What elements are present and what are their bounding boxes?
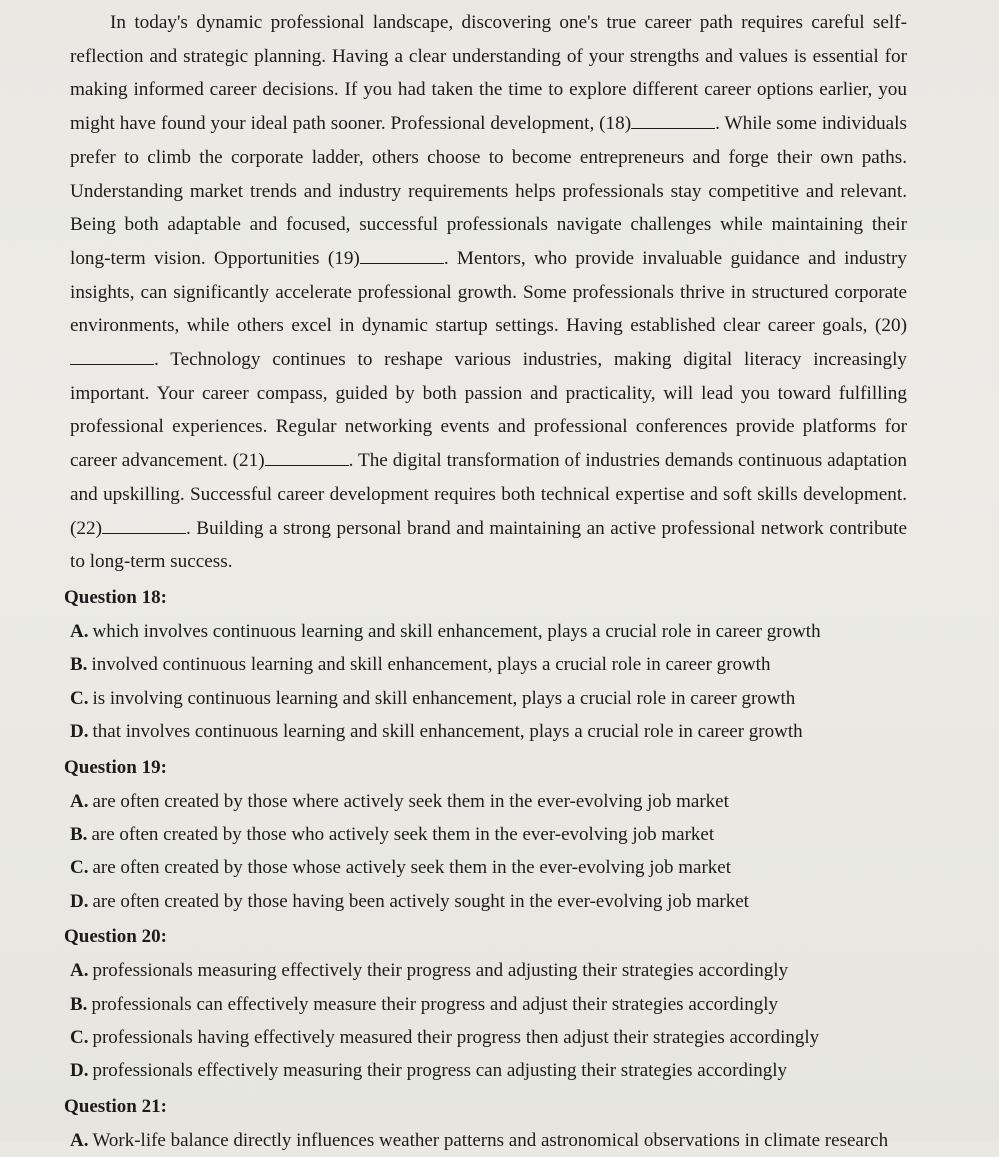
answer-option[interactable]	[70, 988, 907, 1021]
question-title: Question 21:	[64, 1095, 167, 1117]
passage-text: . The digital transformation of industries demands continuous adaptation and upskilling. Successful career development requires both technical expertise and soft skills development.	[70, 450, 907, 505]
option-letter: A.	[70, 620, 89, 642]
option-text: involved continuous learning and skill enhancement, plays a crucial role in career growth	[91, 654, 771, 676]
option-text: Work-life balance directly influences weather patterns and astronomical observations in climate research	[92, 1129, 889, 1151]
question-block	[64, 1090, 907, 1157]
option-letter: B.	[70, 993, 88, 1015]
option-letter: A.	[70, 1129, 89, 1151]
option-letter: C.	[70, 687, 89, 709]
answer-option[interactable]	[70, 1021, 907, 1054]
blank-number: (20)	[875, 315, 907, 337]
option-text: are often created by those whose actively seek them in the ever-evolving job market	[92, 857, 731, 879]
option-text: professionals measuring effectively their progress and adjusting their strategies accordingly	[92, 960, 789, 982]
question-title: Question 20:	[64, 926, 167, 948]
blank-number: (18)	[599, 113, 632, 135]
question-block	[64, 581, 907, 749]
answer-option[interactable]	[70, 648, 907, 681]
answer-blank	[102, 518, 186, 534]
answer-option[interactable]	[70, 715, 907, 748]
passage-text: In today's dynamic professional landscape, discovering one's true career path requires careful self-reflection and strategic planning. Having a clear understanding of your strengths and values is essential for making informed career decisions. If you had taken the time to explore different career options earlier, you might have found your ideal path sooner. Professional development,	[70, 12, 907, 135]
question-block	[64, 920, 907, 1088]
answer-blank	[360, 248, 444, 264]
answer-option[interactable]	[70, 1054, 907, 1087]
option-letter: B.	[70, 823, 88, 845]
passage-text: . While some individuals prefer to climb the corporate ladder, others choose to become entrepreneurs and forge their own paths. Understanding market trends and industry requirements helps professionals stay competitive and relevant. Being both adaptable and focused, successful professionals navigate challenges while maintaining their long-term vision. Opportunities	[70, 113, 907, 269]
option-letter: C.	[70, 857, 89, 879]
option-text: professionals having effectively measured their progress then adjust their strategies accordingly	[92, 1027, 820, 1049]
answer-option[interactable]	[70, 851, 907, 884]
blank-number: (22)	[70, 517, 102, 539]
question-title: Question 18:	[64, 586, 167, 608]
answer-option[interactable]	[70, 615, 907, 648]
answer-blank	[631, 113, 715, 129]
answer-option[interactable]	[70, 954, 907, 987]
question-block	[64, 751, 907, 919]
question-list	[64, 581, 907, 1157]
answer-blank	[70, 349, 154, 365]
answer-option[interactable]	[70, 818, 907, 851]
blank-number: (19)	[327, 247, 360, 269]
answer-blank	[265, 450, 349, 466]
option-letter: C.	[70, 1027, 89, 1049]
question-title: Question 19:	[64, 756, 167, 778]
option-letter: A.	[70, 960, 89, 982]
blank-number: (21)	[232, 450, 265, 472]
option-letter: D.	[70, 1060, 89, 1082]
answer-option[interactable]	[70, 785, 907, 818]
answer-option[interactable]	[70, 885, 907, 918]
option-text: is involving continuous learning and skill enhancement, plays a crucial role in career growth	[92, 687, 796, 709]
option-text: are often created by those having been actively sought in the ever-evolving job market	[92, 890, 749, 912]
option-text: are often created by those where actively seek them in the ever-evolving job market	[92, 790, 729, 812]
answer-option[interactable]	[70, 1124, 907, 1157]
passage-text: . Building a strong personal brand and maintaining an active professional network contribute to long-term success.	[70, 517, 907, 573]
option-text: that involves continuous learning and skill enhancement, plays a crucial role in career growth	[92, 721, 803, 743]
option-text: are often created by those who actively seek them in the ever-evolving job market	[91, 823, 715, 845]
answer-option[interactable]	[70, 682, 907, 715]
option-text: professionals effectively measuring their progress can adjusting their strategies accordingly	[92, 1060, 787, 1082]
option-letter: D.	[70, 721, 89, 743]
passage-text: . Technology continues to reshape various industries, making digital literacy increasingly important. Your career compass, guided by both passion and practicality, will lead you toward fulfilling professional experiences. Regular networking events and professional conferences provide platforms for career advancement.	[70, 349, 907, 472]
option-text: professionals can effectively measure their progress and adjust their strategies accordingly	[91, 993, 779, 1015]
passage-text: . Mentors, who provide invaluable guidance and industry insights, can significantly accelerate professional growth. Some professionals thrive in structured corporate environments, while others excel in dynamic startup settings. Having established clear career goals,	[70, 247, 907, 337]
reading-passage	[70, 6, 907, 579]
option-text: which involves continuous learning and skill enhancement, plays a crucial role in career growth	[92, 620, 821, 642]
option-letter: A.	[70, 790, 89, 812]
option-letter: B.	[70, 654, 88, 676]
option-letter: D.	[70, 890, 89, 912]
